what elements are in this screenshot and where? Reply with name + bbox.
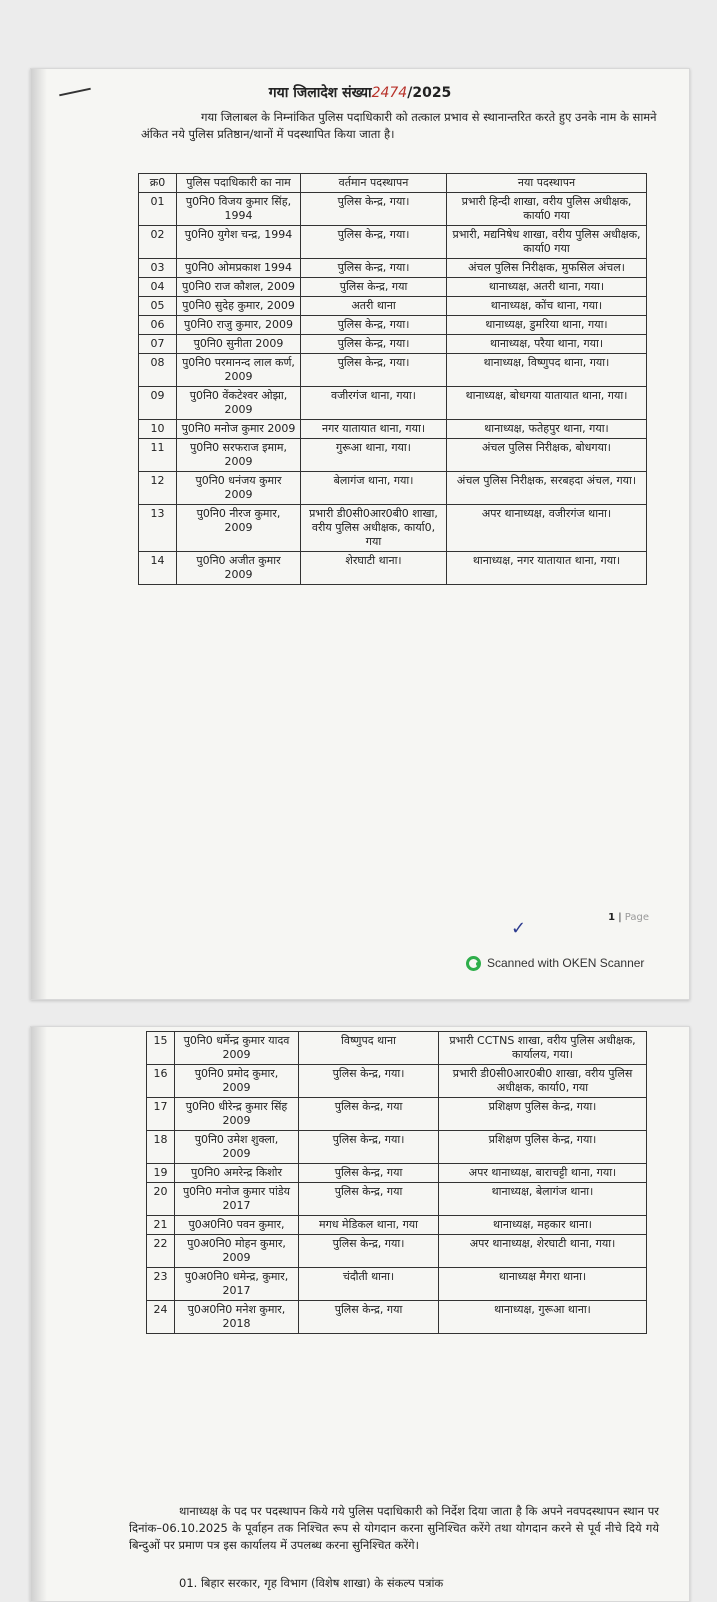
officer-name-cell: पु0अ0नि0 धमेन्द्र, कुमार, 2017 (175, 1268, 299, 1301)
new-posting-cell: अंचल पुलिस निरीक्षक, बोधगया। (447, 439, 647, 472)
officer-name-cell: पु0नि0 मनोज कुमार पांडेय 2017 (175, 1183, 299, 1216)
officer-name-cell: पु0नि0 मनोज कुमार 2009 (177, 420, 301, 439)
scanner-watermark (466, 952, 696, 974)
new-posting-cell: थानाध्यक्ष, महकार थाना। (439, 1216, 647, 1235)
current-posting-cell: गुरूआ थाना, गया। (301, 439, 447, 472)
officer-name-cell: पु0नि0 वेंकटेश्वर ओझा, 2009 (177, 387, 301, 420)
table-row (147, 1164, 647, 1183)
serial-number-cell: 05 (139, 297, 177, 316)
serial-number-cell: 20 (147, 1183, 175, 1216)
document-page-2 (30, 1026, 690, 1602)
current-posting-cell: प्रभारी डी0सी0आर0बी0 शाखा, वरीय पुलिस अधीक्षक, कार्या0, गया (301, 505, 447, 552)
officer-name-cell: पु0नि0 राज कौशल, 2009 (177, 278, 301, 297)
table-header-cell: क्र0 (139, 174, 177, 193)
table-row (139, 472, 647, 505)
closing-point-1: 01. बिहार सरकार, गृह विभाग (विशेष शाखा) के संकल्प पत्रांक (179, 1576, 444, 1590)
new-posting-cell: अपर थानाध्यक्ष, शेरघाटी थाना, गया। (439, 1235, 647, 1268)
serial-number-cell: 10 (139, 420, 177, 439)
page-number: 1 | Page (608, 912, 649, 923)
officer-name-cell: पु0नि0 अमरेन्द्र किशोर (175, 1164, 299, 1183)
serial-number-cell: 03 (139, 259, 177, 278)
new-posting-cell: थानाध्यक्ष, बोधगया यातायात थाना, गया। (447, 387, 647, 420)
serial-number-cell: 21 (147, 1216, 175, 1235)
table-row (139, 193, 647, 226)
table-row (147, 1216, 647, 1235)
officer-name-cell: पु0नि0 सुनीता 2009 (177, 335, 301, 354)
officer-name-cell: पु0अ0नि0 मनेश कुमार, 2018 (175, 1301, 299, 1334)
new-posting-cell: प्रभारी, मद्यनिषेध शाखा, वरीय पुलिस अधीक्षक, कार्या0 गया (447, 226, 647, 259)
current-posting-cell: पुलिस केन्द्र, गया। (301, 259, 447, 278)
title-order-number: 2474 (371, 85, 408, 101)
officer-name-cell: पु0नि0 नीरज कुमार, 2009 (177, 505, 301, 552)
officer-name-cell: पु0नि0 ओमप्रकाश 1994 (177, 259, 301, 278)
new-posting-cell: प्रभारी डी0सी0आर0बी0 शाखा, वरीय पुलिस अधीक्षक, कार्या0, गया (439, 1065, 647, 1098)
current-posting-cell: अतरी थाना (301, 297, 447, 316)
officer-name-cell: पु0नि0 सरफराज इमाम, 2009 (177, 439, 301, 472)
new-posting-cell: थानाध्यक्ष, विष्णुपद थाना, गया। (447, 354, 647, 387)
scanner-label: Scanned with OKEN Scanner (487, 956, 645, 970)
officer-name-cell: पु0अ0नि0 पवन कुमार, (175, 1216, 299, 1235)
officer-name-cell: पु0नि0 उमेश शुक्ला, 2009 (175, 1131, 299, 1164)
table-row (147, 1131, 647, 1164)
serial-number-cell: 12 (139, 472, 177, 505)
table-row (139, 420, 647, 439)
table-row (139, 226, 647, 259)
table-row (139, 278, 647, 297)
current-posting-cell: पुलिस केन्द्र, गया। (301, 226, 447, 259)
new-posting-cell: थानाध्यक्ष, कोंच थाना, गया। (447, 297, 647, 316)
transfer-table-2 (146, 1031, 647, 1334)
new-posting-cell: प्रभारी हिन्दी शाखा, वरीय पुलिस अधीक्षक, कार्या0 गया (447, 193, 647, 226)
table-row (139, 259, 647, 278)
current-posting-cell: पुलिस केन्द्र, गया (299, 1183, 439, 1216)
current-posting-cell: पुलिस केन्द्र, गया। (301, 354, 447, 387)
transfer-table-1 (138, 173, 647, 585)
serial-number-cell: 24 (147, 1301, 175, 1334)
current-posting-cell: बेलागंज थाना, गया। (301, 472, 447, 505)
officer-name-cell: पु0नि0 युगेश चन्द्र, 1994 (177, 226, 301, 259)
table-row (139, 552, 647, 585)
new-posting-cell: थानाध्यक्ष, बेलागंज थाना। (439, 1183, 647, 1216)
document-page-1 (30, 68, 690, 1000)
intro-paragraph: गया जिलाबल के निम्नांकित पुलिस पदाधिकारी को तत्काल प्रभाव से स्थानान्तरित करते हुए उनके नाम के सामने अंकित नये पुलिस प्रतिष्ठान/थानों में पदस्थापित किया जाता है। (141, 110, 657, 141)
serial-number-cell: 02 (139, 226, 177, 259)
serial-number-cell: 13 (139, 505, 177, 552)
new-posting-cell: थानाध्यक्ष, डुमरिया थाना, गया। (447, 316, 647, 335)
closing-paragraph: थानाध्यक्ष के पद पर पदस्थापन किये गये पुलिस पदाधिकारी को निर्देश दिया जाता है कि अपने नवपदस्थापन स्थान पर दिनांक–06.10.2025 के पूर्वाहन तक निश्चित रूप से योगदान करना सुनिश्चित करेंगे तथा योगदान करने से पूर्व नीचे दिये गये बिन्दुओं पर प्रमाण पत्र इस कार्यालय में उपलब्ध करना सुनिश्चित करेंगे। (129, 1504, 659, 1552)
new-posting-cell: थानाध्यक्ष, परैया थाना, गया। (447, 335, 647, 354)
officer-name-cell: पु0नि0 धनंजय कुमार 2009 (177, 472, 301, 505)
officer-name-cell: पु0नि0 धर्मेन्द्र कुमार यादव 2009 (175, 1032, 299, 1065)
serial-number-cell: 17 (147, 1098, 175, 1131)
page-label: Page (624, 912, 649, 923)
page-title (31, 83, 689, 102)
new-posting-cell: अंचल पुलिस निरीक्षक, मुफसिल अंचल। (447, 259, 647, 278)
serial-number-cell: 23 (147, 1268, 175, 1301)
table-row (147, 1268, 647, 1301)
new-posting-cell: अपर थानाध्यक्ष, बाराचट्टी थाना, गया। (439, 1164, 647, 1183)
officer-name-cell: पु0नि0 राजु कुमार, 2009 (177, 316, 301, 335)
new-posting-cell: थानाध्यक्ष, फतेहपुर थाना, गया। (447, 420, 647, 439)
table-row (139, 439, 647, 472)
officer-name-cell: पु0नि0 विजय कुमार सिंह, 1994 (177, 193, 301, 226)
current-posting-cell: पुलिस केन्द्र, गया। (299, 1131, 439, 1164)
serial-number-cell: 01 (139, 193, 177, 226)
current-posting-cell: चंदौती थाना। (299, 1268, 439, 1301)
current-posting-cell: पुलिस केन्द्र, गया। (299, 1065, 439, 1098)
table-header-cell: वर्तमान पदस्थापन (301, 174, 447, 193)
current-posting-cell: वजीरगंज थाना, गया। (301, 387, 447, 420)
serial-number-cell: 09 (139, 387, 177, 420)
new-posting-cell: अपर थानाध्यक्ष, वजीरगंज थाना। (447, 505, 647, 552)
oken-logo-icon (466, 956, 481, 971)
table-row (147, 1032, 647, 1065)
current-posting-cell: पुलिस केन्द्र, गया। (301, 316, 447, 335)
table-header-row (139, 174, 647, 193)
current-posting-cell: पुलिस केन्द्र, गया। (301, 193, 447, 226)
officer-name-cell: पु0नि0 सुदेह कुमार, 2009 (177, 297, 301, 316)
serial-number-cell: 07 (139, 335, 177, 354)
table-row (139, 297, 647, 316)
scan-shadow (31, 69, 47, 999)
current-posting-cell: विष्णुपद थाना (299, 1032, 439, 1065)
current-posting-cell: मगध मेडिकल थाना, गया (299, 1216, 439, 1235)
current-posting-cell: पुलिस केन्द्र, गया (299, 1301, 439, 1334)
title-prefix: गया जिलादेश संख्या (268, 85, 372, 101)
new-posting-cell: थानाध्यक्ष, अतरी थाना, गया। (447, 278, 647, 297)
new-posting-cell: अंचल पुलिस निरीक्षक, सरबहदा अंचल, गया। (447, 472, 647, 505)
table-row (139, 354, 647, 387)
new-posting-cell: प्रशिक्षण पुलिस केन्द्र, गया। (439, 1131, 647, 1164)
table-row (147, 1065, 647, 1098)
table-row (147, 1301, 647, 1334)
title-year: /2025 (407, 85, 452, 101)
officer-name-cell: पु0नि0 धीरेन्द्र कुमार सिंह 2009 (175, 1098, 299, 1131)
current-posting-cell: पुलिस केन्द्र, गया। (299, 1235, 439, 1268)
serial-number-cell: 08 (139, 354, 177, 387)
current-posting-cell: पुलिस केन्द्र, गया। (301, 335, 447, 354)
current-posting-cell: शेरघाटी थाना। (301, 552, 447, 585)
new-posting-cell: प्रशिक्षण पुलिस केन्द्र, गया। (439, 1098, 647, 1131)
scan-shadow (31, 1027, 47, 1601)
current-posting-cell: पुलिस केन्द्र, गया (299, 1098, 439, 1131)
serial-number-cell: 06 (139, 316, 177, 335)
table-row (139, 335, 647, 354)
serial-number-cell: 11 (139, 439, 177, 472)
new-posting-cell: थानाध्यक्ष, गुरूआ थाना। (439, 1301, 647, 1334)
serial-number-cell: 15 (147, 1032, 175, 1065)
new-posting-cell: थानाध्यक्ष मैगरा थाना। (439, 1268, 647, 1301)
officer-name-cell: पु0अ0नि0 मोहन कुमार, 2009 (175, 1235, 299, 1268)
table-header-cell: पुलिस पदाधिकारी का नाम (177, 174, 301, 193)
officer-name-cell: पु0नि0 परमानन्द लाल कर्ण, 2009 (177, 354, 301, 387)
table-header-cell: नया पदस्थापन (447, 174, 647, 193)
page-number-value: 1 (608, 912, 616, 923)
check-mark: ✓ (511, 918, 527, 939)
serial-number-cell: 22 (147, 1235, 175, 1268)
new-posting-cell: प्रभारी CCTNS शाखा, वरीय पुलिस अधीक्षक, कार्यालय, गया। (439, 1032, 647, 1065)
serial-number-cell: 04 (139, 278, 177, 297)
officer-name-cell: पु0नि0 प्रमोद कुमार, 2009 (175, 1065, 299, 1098)
officer-name-cell: पु0नि0 अजीत कुमार 2009 (177, 552, 301, 585)
current-posting-cell: नगर यातायात थाना, गया। (301, 420, 447, 439)
serial-number-cell: 18 (147, 1131, 175, 1164)
table-row (147, 1235, 647, 1268)
serial-number-cell: 14 (139, 552, 177, 585)
table-row (139, 316, 647, 335)
current-posting-cell: पुलिस केन्द्र, गया (299, 1164, 439, 1183)
table-row (147, 1183, 647, 1216)
current-posting-cell: पुलिस केन्द्र, गया (301, 278, 447, 297)
serial-number-cell: 16 (147, 1065, 175, 1098)
serial-number-cell: 19 (147, 1164, 175, 1183)
table-row (147, 1098, 647, 1131)
table-row (139, 505, 647, 552)
new-posting-cell: थानाध्यक्ष, नगर यातायात थाना, गया। (447, 552, 647, 585)
table-row (139, 387, 647, 420)
